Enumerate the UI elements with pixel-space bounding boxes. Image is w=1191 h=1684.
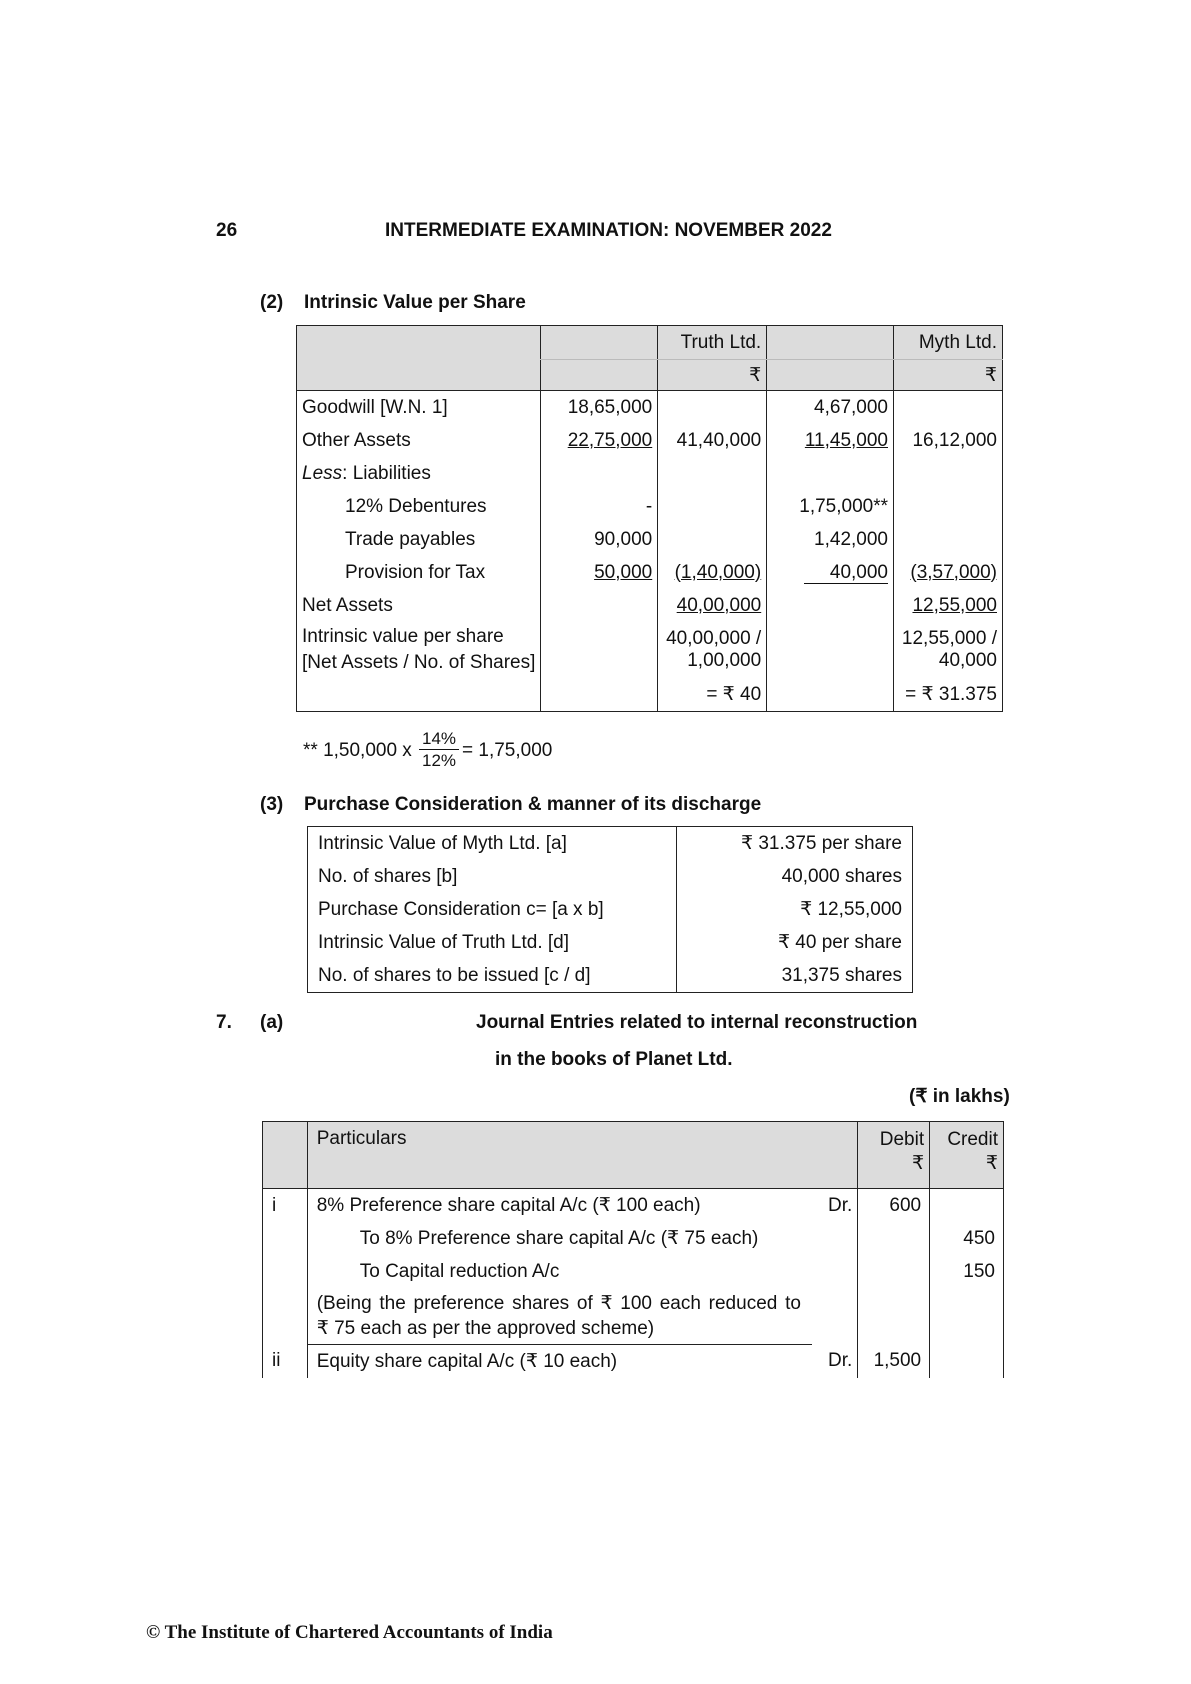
credit-header — [930, 1122, 1004, 1189]
footnote-fraction — [419, 728, 459, 772]
purchase-consideration-table — [307, 826, 913, 993]
entry-number: ii — [263, 1345, 308, 1379]
section-3-number: (3) — [260, 794, 284, 815]
row-label: Net Assets — [297, 589, 541, 622]
debit-rupee-label: ₹ — [912, 1153, 925, 1174]
truth-rupee-header: ₹ — [658, 360, 767, 391]
myth-calc-line-1: 12,55,000 / — [901, 628, 997, 649]
section-2-number: (2) — [260, 292, 284, 313]
debit-header-label: Debit — [879, 1129, 925, 1150]
credit-rupee-label: ₹ — [985, 1153, 998, 1174]
row-label — [297, 457, 541, 490]
intrinsic-label-1: Intrinsic value per share — [302, 626, 504, 647]
fraction-denominator: 12% — [421, 751, 457, 770]
myth-total — [894, 391, 1003, 425]
row-label: Purchase Consideration c= [a x b] — [308, 893, 677, 926]
blank-header-cell — [812, 1122, 858, 1189]
myth-rupee-header: ₹ — [894, 360, 1003, 391]
blank-header-cell — [767, 360, 894, 391]
table-row — [297, 589, 1003, 622]
row-label: Trade payables — [297, 523, 541, 556]
table-row — [263, 1288, 1004, 1345]
entry-number: i — [263, 1189, 308, 1223]
table-row — [263, 1222, 1004, 1255]
entry-narration — [307, 1288, 812, 1345]
myth-calc-line-2: 40,000 — [938, 650, 997, 671]
truth-ltd-header: Truth Ltd. — [658, 326, 767, 360]
less-label: Less — [302, 462, 343, 484]
footer-copyright: © The Institute of Chartered Accountants of India — [146, 1622, 553, 1643]
truth-total — [658, 391, 767, 425]
myth-amount: 1,42,000 — [767, 523, 894, 556]
row-label: Other Assets — [297, 424, 541, 457]
intrinsic-value-table — [296, 325, 1003, 712]
table-row — [308, 926, 913, 959]
myth-amount: 40,000 — [804, 563, 888, 584]
dr-label: Dr. — [827, 1350, 853, 1372]
row-label: Provision for Tax — [297, 556, 541, 589]
debit-header — [858, 1122, 930, 1189]
truth-amount: 90,000 — [541, 523, 658, 556]
question-number: 7. — [216, 1012, 232, 1033]
table-row — [263, 1255, 1004, 1288]
entry-credit-line: To 8% Preference share capital A/c (₹ 75 each) — [307, 1222, 812, 1255]
row-label: 12% Debentures — [297, 490, 541, 523]
table-row — [308, 959, 913, 993]
myth-ltd-header: Myth Ltd. — [894, 326, 1003, 360]
table-row — [297, 678, 1003, 712]
myth-amount: 1,75,000** — [767, 490, 894, 523]
truth-amount: 22,75,000 — [567, 429, 653, 451]
intrinsic-label-2: [Net Assets / No. of Shares] — [302, 652, 536, 673]
table-row — [297, 622, 1003, 678]
credit-amount: 450 — [930, 1222, 1004, 1255]
row-value: ₹ 12,55,000 — [677, 893, 913, 926]
truth-result: = ₹ 40 — [658, 678, 767, 712]
journal-title-line-2: in the books of Planet Ltd. — [495, 1049, 733, 1070]
truth-amount: 18,65,000 — [541, 391, 658, 425]
entry-credit-line: To Capital reduction A/c — [307, 1255, 812, 1288]
debit-amount: 600 — [858, 1189, 930, 1223]
table-row — [297, 523, 1003, 556]
journal-entries-table — [262, 1121, 1004, 1378]
entry-debit-line: 8% Preference share capital A/c (₹ 100 each) — [307, 1189, 812, 1223]
row-value: 40,000 shares — [677, 860, 913, 893]
truth-total: (1,40,000) — [674, 561, 762, 583]
myth-result: = ₹ 31.375 — [894, 678, 1003, 712]
journal-title-line-1: Journal Entries related to internal reconstruction — [476, 1012, 918, 1033]
section-2-title: Intrinsic Value per Share — [304, 292, 526, 313]
table-row — [297, 457, 1003, 490]
credit-header-label: Credit — [947, 1129, 998, 1150]
footnote-prefix: ** 1,50,000 x — [303, 740, 412, 761]
entry-debit-line: Equity share capital A/c (₹ 10 each) — [307, 1345, 812, 1379]
table-row — [308, 860, 913, 893]
table-row — [297, 424, 1003, 457]
row-value: ₹ 31.375 per share — [677, 827, 913, 861]
myth-total: 16,12,000 — [894, 424, 1003, 457]
dr-label: Dr. — [827, 1194, 853, 1216]
row-label — [297, 622, 541, 678]
table-row — [308, 893, 913, 926]
debit-amount: 1,500 — [858, 1345, 930, 1379]
truth-calc-line-2: 1,00,000 — [687, 650, 762, 671]
blank-header-cell — [263, 1122, 308, 1189]
blank-header-cell — [541, 360, 658, 391]
particulars-header: Particulars — [307, 1122, 812, 1189]
row-value: ₹ 40 per share — [677, 926, 913, 959]
row-label: Goodwill [W.N. 1] — [297, 391, 541, 425]
row-value: 31,375 shares — [677, 959, 913, 993]
narration-line-2: ₹ 75 each as per the approved scheme) — [316, 1318, 655, 1339]
fraction-numerator: 14% — [419, 728, 459, 750]
table-row — [308, 827, 913, 861]
table-row — [263, 1345, 1004, 1379]
blank-header-cell — [541, 326, 658, 360]
myth-amount: 4,67,000 — [767, 391, 894, 425]
table-row — [297, 391, 1003, 425]
truth-net-assets: 40,00,000 — [676, 594, 762, 616]
row-label: Intrinsic Value of Truth Ltd. [d] — [308, 926, 677, 959]
table-row — [297, 490, 1003, 523]
myth-amount: 11,45,000 — [804, 429, 888, 451]
blank-header-cell — [767, 326, 894, 360]
row-label: No. of shares [b] — [308, 860, 677, 893]
truth-calc-line-1: 40,00,000 / — [666, 628, 762, 649]
page-title: INTERMEDIATE EXAMINATION: NOVEMBER 2022 — [385, 220, 832, 241]
row-label: No. of shares to be issued [c / d] — [308, 959, 677, 993]
myth-net-assets: 12,55,000 — [912, 594, 997, 616]
blank-header-cell — [297, 326, 541, 391]
table-row — [297, 556, 1003, 589]
unit-label: (₹ in lakhs) — [909, 1086, 1010, 1107]
narration-line-1: (Being the preference shares of ₹ 100 each reduced to — [316, 1293, 801, 1314]
question-part: (a) — [260, 1012, 284, 1033]
truth-total: 41,40,000 — [658, 424, 767, 457]
row-label: Intrinsic Value of Myth Ltd. [a] — [308, 827, 677, 861]
section-3-title: Purchase Consideration & manner of its discharge — [304, 794, 762, 815]
myth-total: (3,57,000) — [910, 561, 997, 583]
footnote-suffix: = 1,75,000 — [462, 740, 553, 761]
truth-amount: 50,000 — [594, 561, 653, 583]
liabilities-label: : Liabilities — [342, 462, 431, 484]
table-row — [263, 1189, 1004, 1223]
credit-amount: 150 — [930, 1255, 1004, 1288]
page-number: 26 — [216, 220, 238, 241]
truth-amount: - — [541, 490, 658, 523]
